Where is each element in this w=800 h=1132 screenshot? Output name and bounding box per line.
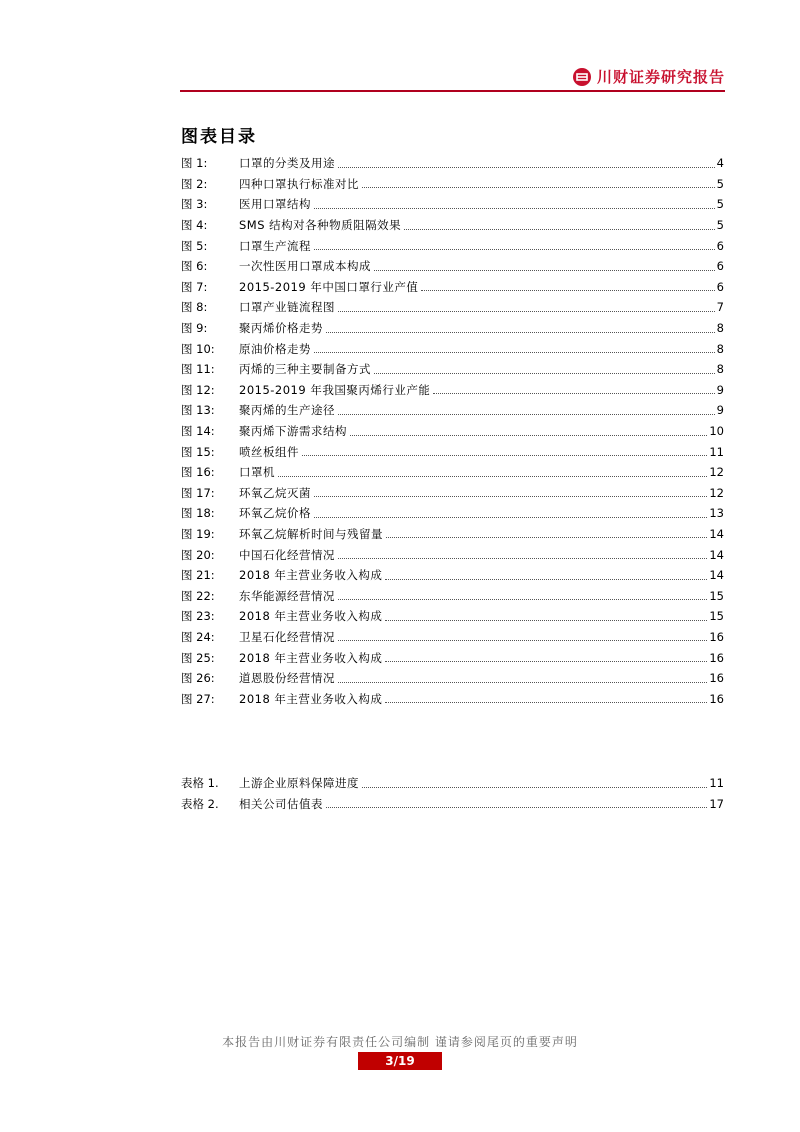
figure-entry[interactable] (181, 627, 724, 648)
entry-label: 图 11: (181, 362, 215, 377)
entry-title: 2018 年主营业务收入构成 (239, 568, 383, 583)
entry-title: 四种口罩执行标准对比 (239, 176, 359, 191)
entry-page: 8 (716, 321, 724, 336)
entry-page: 8 (716, 362, 724, 377)
figure-entry[interactable] (181, 174, 724, 195)
entry-page: 9 (716, 403, 724, 418)
table-entry[interactable] (181, 773, 724, 794)
entry-title: 东华能源经营情况 (239, 588, 335, 603)
dot-leader (374, 270, 715, 271)
entry-page: 14 (709, 568, 724, 583)
entry-label: 图 6: (181, 259, 208, 274)
entry-page: 16 (709, 671, 724, 686)
entry-label: 图 8: (181, 300, 208, 315)
entry-title: 道恩股份经营情况 (239, 671, 335, 686)
figure-entry[interactable] (181, 400, 724, 421)
dot-leader (338, 640, 707, 641)
brand-name: 川财证券研究报告 (596, 68, 725, 86)
figure-entry[interactable] (181, 544, 724, 565)
entry-label: 图 1: (181, 156, 208, 171)
entry-page: 8 (716, 341, 724, 356)
entry-page: 9 (716, 382, 724, 397)
figure-entry[interactable] (181, 483, 724, 504)
entry-title: 聚丙烯的生产途径 (239, 403, 335, 418)
entry-title: 口罩产业链流程图 (239, 300, 335, 315)
dot-leader (326, 332, 715, 333)
entry-label: 图 24: (181, 629, 215, 644)
dot-leader (302, 455, 707, 456)
dot-leader (421, 290, 714, 291)
figure-entry[interactable] (181, 215, 724, 236)
figure-entry[interactable] (181, 194, 724, 215)
entry-label: 图 20: (181, 547, 215, 562)
entry-title: 上游企业原料保障进度 (239, 776, 359, 791)
entry-label: 图 19: (181, 526, 215, 541)
entry-title: 2015-2019 年中国口罩行业产值 (239, 279, 419, 294)
figure-entry[interactable] (181, 524, 724, 545)
dot-leader (314, 352, 715, 353)
figure-entry[interactable] (181, 647, 724, 668)
entry-label: 图 16: (181, 465, 215, 480)
dot-leader (314, 496, 707, 497)
entry-page: 17 (709, 796, 724, 811)
figure-entry[interactable] (181, 359, 724, 380)
dot-leader (314, 517, 707, 518)
figure-entry[interactable] (181, 565, 724, 586)
entry-page: 6 (716, 279, 724, 294)
entry-title: 相关公司估值表 (239, 796, 323, 811)
dot-leader (338, 414, 715, 415)
entry-label: 图 7: (181, 279, 208, 294)
entry-title: 口罩的分类及用途 (239, 156, 335, 171)
entry-page: 11 (709, 444, 724, 459)
entry-page: 15 (709, 588, 724, 603)
entry-page: 16 (709, 650, 724, 665)
dot-leader (362, 187, 715, 188)
entry-title: 2018 年主营业务收入构成 (239, 609, 383, 624)
entry-label: 图 2: (181, 176, 208, 191)
figure-entry[interactable] (181, 235, 724, 256)
entry-label: 图 3: (181, 197, 208, 212)
entry-label: 图 4: (181, 218, 208, 233)
entry-label: 图 25: (181, 650, 215, 665)
entry-label: 图 10: (181, 341, 215, 356)
entry-title: 喷丝板组件 (239, 444, 299, 459)
table-list (181, 773, 724, 814)
entry-title: 2018 年主营业务收入构成 (239, 691, 383, 706)
table-entry[interactable] (181, 794, 724, 815)
figure-entry[interactable] (181, 462, 724, 483)
entry-title: 环氧乙烷灭菌 (239, 485, 311, 500)
dot-leader (338, 558, 707, 559)
figure-entry[interactable] (181, 318, 724, 339)
entry-title: 口罩生产流程 (239, 238, 311, 253)
entry-page: 4 (716, 156, 724, 171)
figure-entry[interactable] (181, 441, 724, 462)
dot-leader (374, 373, 715, 374)
figure-entry[interactable] (181, 503, 724, 524)
dot-leader (314, 208, 715, 209)
figure-entry[interactable] (181, 297, 724, 318)
page-number: 3/19 (358, 1052, 442, 1070)
brand-logo-icon (573, 68, 591, 86)
figure-entry[interactable] (181, 688, 724, 709)
entry-page: 11 (709, 776, 724, 791)
dot-leader (385, 579, 707, 580)
entry-label: 图 21: (181, 568, 215, 583)
entry-page: 5 (716, 197, 724, 212)
entry-label: 图 27: (181, 691, 215, 706)
entry-page: 15 (709, 609, 724, 624)
entry-title: 环氧乙烷价格 (239, 506, 311, 521)
dot-leader (386, 537, 707, 538)
dot-leader (362, 787, 707, 788)
entry-page: 16 (709, 691, 724, 706)
page-header (180, 62, 725, 90)
entry-title: SMS 结构对各种物质阻隔效果 (239, 218, 402, 233)
entry-page: 13 (709, 506, 724, 521)
figure-entry[interactable] (181, 585, 724, 606)
entry-label: 图 13: (181, 403, 215, 418)
dot-leader (433, 393, 714, 394)
entry-page: 12 (709, 485, 724, 500)
entry-title: 丙烯的三种主要制备方式 (239, 362, 371, 377)
dot-leader (338, 311, 715, 312)
dot-leader (338, 682, 707, 683)
entry-label: 图 17: (181, 485, 215, 500)
entry-title: 中国石化经营情况 (239, 547, 335, 562)
figure-entry[interactable] (181, 421, 724, 442)
entry-label: 图 15: (181, 444, 215, 459)
entry-title: 卫星石化经营情况 (239, 629, 335, 644)
brand-logo (573, 66, 725, 87)
entry-page: 7 (716, 300, 724, 315)
entry-page: 14 (709, 526, 724, 541)
page-title: 图表目录 (181, 127, 257, 147)
entry-title: 环氧乙烷解析时间与残留量 (239, 526, 383, 541)
entry-title: 聚丙烯价格走势 (239, 321, 323, 336)
figure-entry[interactable] (181, 606, 724, 627)
entry-title: 医用口罩结构 (239, 197, 311, 212)
entry-label: 表格 1. (181, 776, 219, 791)
dot-leader (385, 702, 707, 703)
entry-page: 10 (709, 424, 724, 439)
entry-page: 6 (716, 259, 724, 274)
dot-leader (338, 599, 707, 600)
entry-page: 14 (709, 547, 724, 562)
figure-entry[interactable] (181, 668, 724, 689)
figure-entry[interactable] (181, 153, 724, 174)
entry-label: 图 14: (181, 424, 215, 439)
entry-label: 表格 2. (181, 796, 219, 811)
entry-label: 图 22: (181, 588, 215, 603)
entry-title: 原油价格走势 (239, 341, 311, 356)
entry-title: 2015-2019 年我国聚丙烯行业产能 (239, 382, 431, 397)
dot-leader (385, 661, 707, 662)
entry-label: 图 9: (181, 321, 208, 336)
dot-leader (350, 435, 707, 436)
figure-entry[interactable] (181, 338, 724, 359)
dot-leader (278, 476, 707, 477)
entry-title: 聚丙烯下游需求结构 (239, 424, 347, 439)
figure-list (181, 153, 724, 709)
entry-title: 口罩机 (239, 465, 275, 480)
entry-page: 16 (709, 629, 724, 644)
entry-page: 12 (709, 465, 724, 480)
entry-page: 5 (716, 176, 724, 191)
entry-label: 图 12: (181, 382, 215, 397)
header-divider (180, 90, 725, 92)
entry-title: 2018 年主营业务收入构成 (239, 650, 383, 665)
entry-label: 图 26: (181, 671, 215, 686)
entry-label: 图 18: (181, 506, 215, 521)
entry-label: 图 23: (181, 609, 215, 624)
figure-entry[interactable] (181, 277, 724, 298)
dot-leader (326, 807, 707, 808)
dot-leader (338, 167, 715, 168)
figure-entry[interactable] (181, 380, 724, 401)
entry-page: 5 (716, 218, 724, 233)
entry-page: 6 (716, 238, 724, 253)
entry-label: 图 5: (181, 238, 208, 253)
entry-title: 一次性医用口罩成本构成 (239, 259, 371, 274)
dot-leader (385, 620, 707, 621)
figure-entry[interactable] (181, 256, 724, 277)
footer-disclaimer: 本报告由川财证券有限责任公司编制 谨请参阅尾页的重要声明 (222, 1035, 578, 1049)
dot-leader (404, 229, 714, 230)
dot-leader (314, 249, 715, 250)
